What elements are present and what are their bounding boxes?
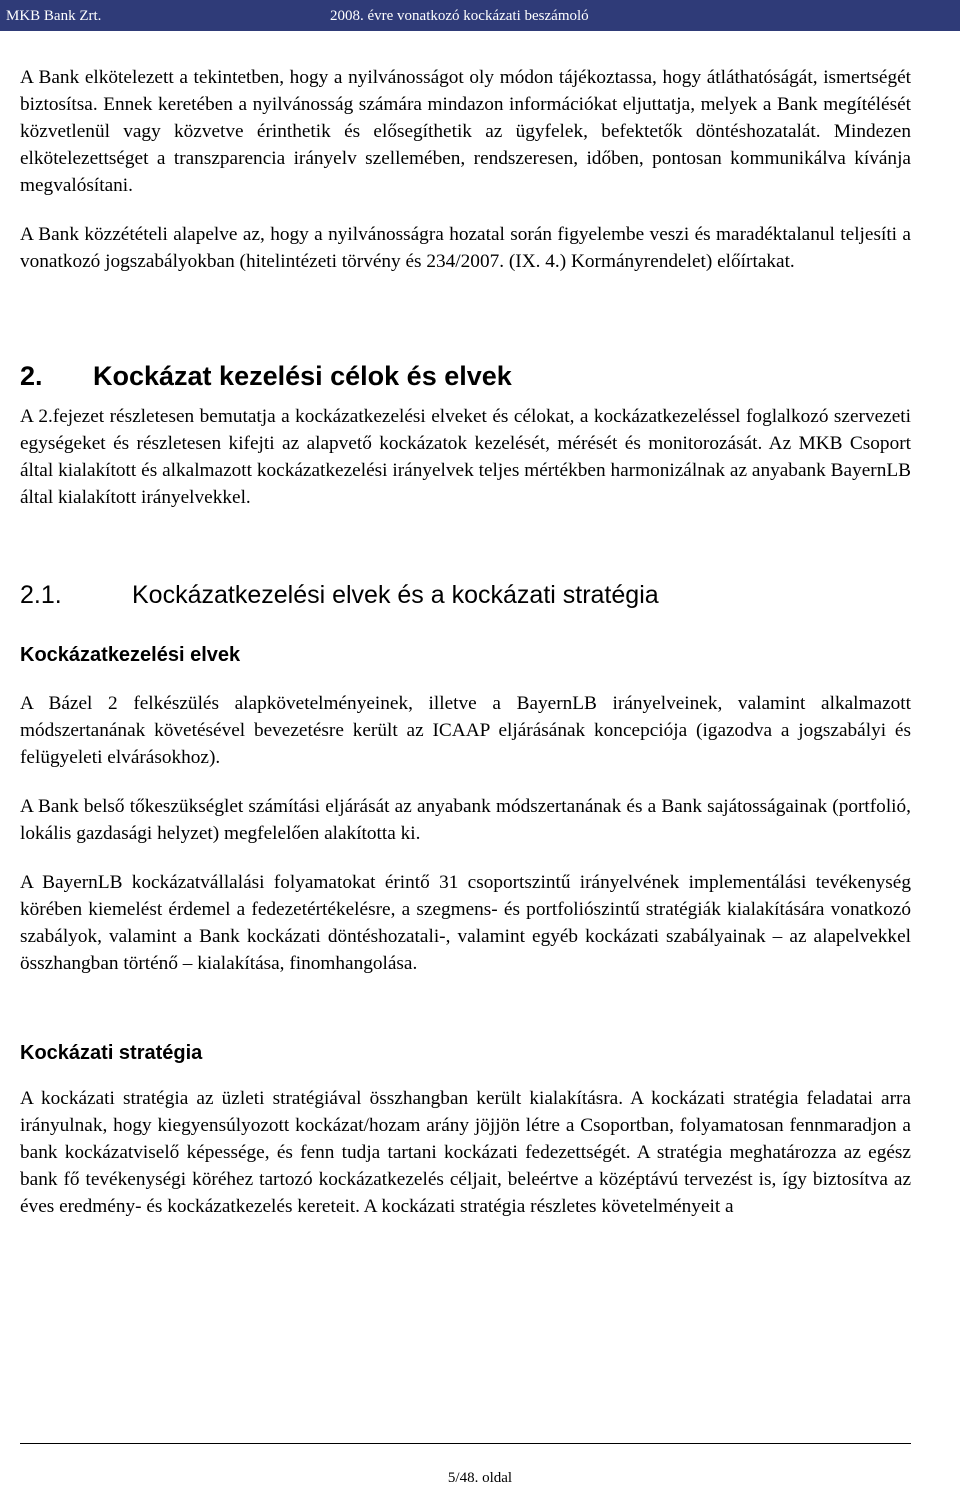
subsection-title: Kockázatkezelési elvek és a kockázati stratégia	[132, 581, 659, 609]
subheading-risk-principles: Kockázatkezelési elvek	[20, 644, 241, 666]
document-body	[20, 64, 911, 1220]
paragraph-4: A Bázel 2 felkészülés alapkövetelményeinek, illetve a BayernLB irányelveinek, valamint alkalmazott módszertanának követésével bevezetésre került az ICAAP eljárásának koncepciója (igazodva a jogszabályi és felügyeleti elvárásokhoz).	[20, 693, 911, 768]
section-title: Kockázat kezelési célok és elvek	[93, 361, 512, 391]
paragraph-6: A BayernLB kockázatvállalási folyamatokat érintő 31 csoportszintű irányelvének implementálási tevékenység körében kiemelést érdemel a fedezetértékelésre, a szegmens- és portfoliószintű stratégiák kialakítására vonatkozó szabályok, valamint a Bank kockázati döntéshozatali-, valamint egyéb kockázati szabályainak – az alapelvekkel összhangban történő – kialakítása, finomhangolása.	[20, 872, 911, 974]
subsection-number: 2.1.	[20, 581, 62, 609]
paragraph-3: A 2.fejezet részletesen bemutatja a kockázatkezelési elveket és célokat, a kockázatkezeléssel foglalkozó szervezeti egységeket és részletesen kifejti az alapvető kockázatok kezelését, mérését és monitorozását. Az MKB Csoport által kialakított és alkalmazott kockázatkezelési irányelvek teljes mértékben harmonizálnak az anyabank BayernLB által kialakított irányelvekkel.	[20, 406, 911, 508]
subsection-heading-2-1	[20, 579, 911, 611]
paragraph-5: A Bank belső tőkeszükséglet számítási eljárását az anyabank módszertanának és a Bank sajátosságainak (portfolió, lokális gazdasági helyzet) megfelelően alakította ki.	[20, 796, 911, 844]
page-number: 5/48. oldal	[447, 1470, 513, 1486]
section-heading-2	[20, 359, 911, 393]
footer-divider	[20, 1443, 911, 1444]
header-report-title: 2008. évre vonatkozó kockázati beszámoló	[330, 8, 589, 24]
paragraph-2: A Bank közzétételi alapelve az, hogy a nyilvánosságra hozatal során figyelembe veszi és maradéktalanul teljesíti a vonatkozó jogszabályokban (hitelintézeti törvény és 234/2007. (IX. 4.) Kormányrendelet) előírtakat.	[20, 224, 911, 272]
subheading-risk-strategy: Kockázati stratégia	[20, 1042, 203, 1064]
paragraph-1: A Bank elkötelezett a tekintetben, hogy a nyilvánosságot oly módon tájékoztassa, hogy átláthatóságát, ismertségét biztosítsa. Ennek keretében a nyilvánosság számára mindazon információkat eljuttatja, melyek a Bank megítélését közvetlenül vagy közvetve érinthetik és elősegíthetik az ügyfelek, befektetők döntéshozatalát. Mindezen elkötelezettséget a transzparencia irányelv szellemében, rendszeresen, időben, pontosan kommunikálva kívánja megvalósítani.	[20, 67, 911, 196]
section-number: 2.	[20, 361, 43, 391]
paragraph-7: A kockázati stratégia az üzleti stratégiával összhangban került kialakításra. A kockázati stratégia feladatai arra irányulnak, hogy kiegyensúlyozott kockázat/hozam arány jöjjön létre a Csoportban, folyamatosan fennmaradjon a bank kockázatviselő képessége, és fenn tudja tartani kockázati fedezettségét. A stratégia meghatározza az egész bank fő tevékenységi köréhez tartozó kockázatkezelés céljait, beleértve a középtávú tervezést is, így biztosítva az éves eredmény- és kockázatkezelés kereteit. A kockázati stratégia részletes követelményeit a	[20, 1088, 911, 1217]
page-header	[0, 0, 960, 31]
header-company: MKB Bank Zrt.	[6, 8, 102, 24]
